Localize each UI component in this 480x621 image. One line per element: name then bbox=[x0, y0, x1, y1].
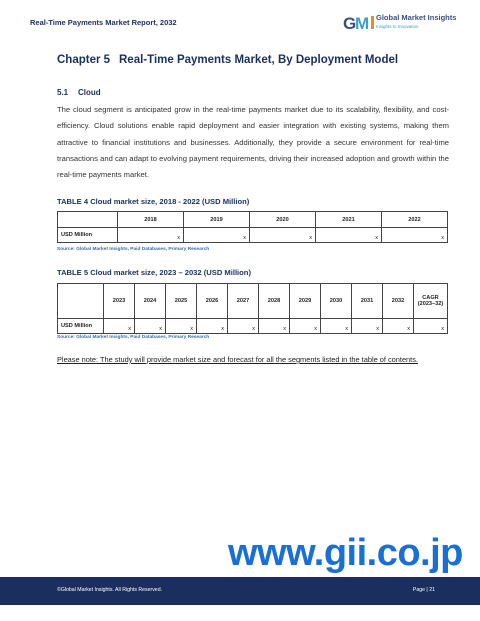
logo-name: Global Market Insights bbox=[376, 13, 457, 22]
chapter-heading bbox=[57, 54, 398, 66]
section-title: Cloud bbox=[78, 88, 101, 97]
table5-header-cell: 2027 bbox=[228, 284, 259, 319]
table4-header-row bbox=[58, 212, 448, 228]
gmi-logo bbox=[343, 12, 375, 34]
table5-header-cagr: CAGR (2023–32) bbox=[414, 284, 448, 319]
section-number: 5.1 bbox=[57, 88, 69, 97]
table5-header-cell: 2023 bbox=[104, 284, 135, 319]
table5-cell: x bbox=[352, 319, 383, 334]
svg-text:M: M bbox=[355, 14, 370, 33]
table5-caption: TABLE 5 Cloud market size, 2023 – 2032 (USD Million) bbox=[57, 268, 251, 277]
table4-header-cell: 2020 bbox=[250, 212, 316, 228]
table4-cell: x bbox=[250, 228, 316, 243]
table5-cell: x bbox=[321, 319, 352, 334]
gmi-logo-icon bbox=[343, 12, 375, 34]
table5-header-cell: 2029 bbox=[290, 284, 321, 319]
table5-cell: x bbox=[414, 319, 448, 334]
table5-header-cell: 2025 bbox=[166, 284, 197, 319]
table5-row-label: USD Million bbox=[58, 319, 104, 334]
table5-cell: x bbox=[290, 319, 321, 334]
table5-source: Source: Global Market Insights, Paid Databases, Primary Research bbox=[57, 335, 210, 340]
logo-tagline: Insights to Innovation bbox=[376, 24, 419, 29]
chapter-number: Chapter 5 bbox=[57, 54, 111, 66]
footer-copyright: ©Global Market Insights. All Rights Reserved. bbox=[57, 587, 163, 593]
table5-cell: x bbox=[259, 319, 290, 334]
logo-text bbox=[376, 13, 456, 29]
table5-header-cell: 2026 bbox=[197, 284, 228, 319]
table4 bbox=[57, 211, 448, 243]
table4-cell: x bbox=[118, 228, 184, 243]
table4-header-blank bbox=[58, 212, 118, 228]
table5-cell: x bbox=[383, 319, 414, 334]
table5-header-cell: 2028 bbox=[259, 284, 290, 319]
table-row bbox=[58, 228, 448, 243]
footer-page-number: Page | 21 bbox=[412, 587, 435, 593]
report-title: Real-Time Payments Market Report, 2032 bbox=[30, 18, 177, 27]
svg-text:G: G bbox=[343, 14, 357, 33]
watermark: www.gii.co.jp bbox=[228, 532, 463, 574]
table5-header-cell: 2024 bbox=[135, 284, 166, 319]
table4-cell: x bbox=[316, 228, 382, 243]
section-heading bbox=[57, 88, 101, 97]
table5-cell: x bbox=[228, 319, 259, 334]
table5-header-cell: 2031 bbox=[352, 284, 383, 319]
study-note: Please note: The study will provide market size and forecast for all the segments listed in the table of contents. bbox=[57, 355, 418, 364]
table5-cell: x bbox=[135, 319, 166, 334]
table5-header-cell: 2030 bbox=[321, 284, 352, 319]
page-footer bbox=[0, 577, 480, 605]
table4-source: Source: Global Market Insights, Paid Databases, Primary Research bbox=[57, 247, 210, 252]
table5-header-row bbox=[58, 284, 448, 319]
table4-header-cell: 2018 bbox=[118, 212, 184, 228]
table5-header-cell: 2032 bbox=[383, 284, 414, 319]
section-paragraph: The cloud segment is anticipated grow in the real-time payments market due to its scalability, flexibility, and cost-efficiency. Cloud solutions enable rapid deployment and easier integration with existing systems, making them attractive to financial institutions and businesses. Additionally, they provide a secure environment for real-time transactions and can adapt to evolving payment requirements, driving their increased adoption and growth within the real-time payments market. bbox=[57, 105, 449, 180]
table5-cell: x bbox=[166, 319, 197, 334]
table5 bbox=[57, 283, 448, 334]
chapter-title: Real-Time Payments Market, By Deployment Model bbox=[119, 54, 399, 66]
table4-header-cell: 2019 bbox=[184, 212, 250, 228]
table4-cell: x bbox=[184, 228, 250, 243]
table4-header-cell: 2022 bbox=[382, 212, 448, 228]
table4-cell: x bbox=[382, 228, 448, 243]
table4-header-cell: 2021 bbox=[316, 212, 382, 228]
table4-row-label: USD Million bbox=[58, 228, 118, 243]
table5-cell: x bbox=[104, 319, 135, 334]
table-row bbox=[58, 319, 448, 334]
table5-header-blank bbox=[58, 284, 104, 319]
table5-cell: x bbox=[197, 319, 228, 334]
table4-caption: TABLE 4 Cloud market size, 2018 - 2022 (USD Million) bbox=[57, 197, 250, 206]
